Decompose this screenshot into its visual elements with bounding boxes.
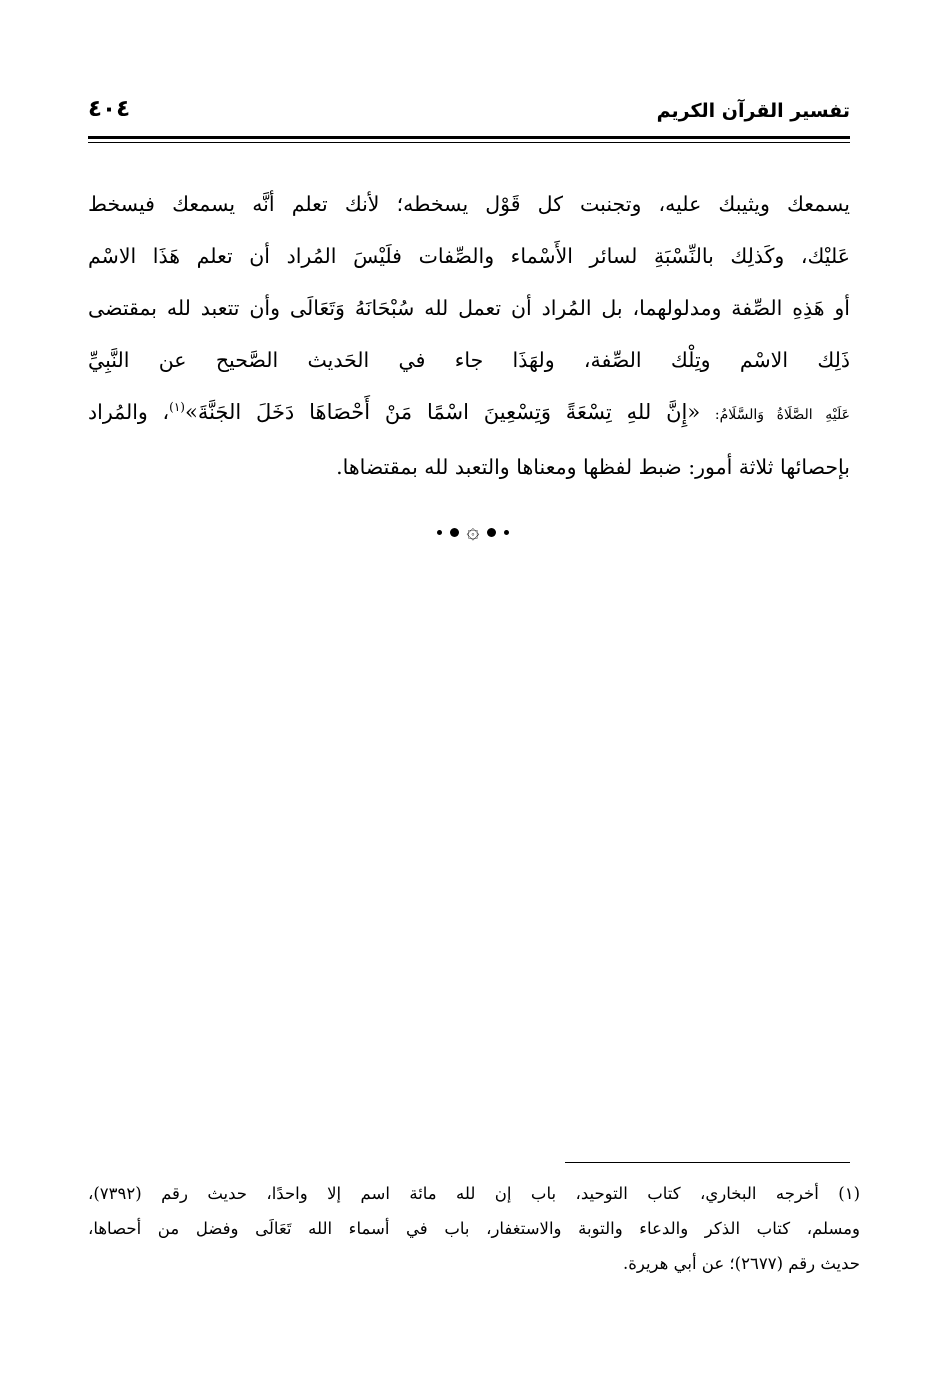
footnote-line: ومسلم، كتاب الذكر والدعاء والتوبة والاستغفار، باب في أسماء الله تَعَالَى وفضل من أحصاها، (88, 1219, 860, 1238)
ornament-dot (450, 528, 459, 537)
text-line: بإحصائها ثلاثة أمور: ضبط لفظها ومعناها والتعبد لله بمقتضاها. (336, 455, 850, 479)
text-line: عَليْك، وكَذلِك بالنِّسْبَةِ لسائر الأَسْماء والصِّفات فلَيْسَ المُراد أن تعلم هَذَا الاسْم (88, 244, 850, 268)
ornament-dot (487, 528, 496, 537)
hadith-quote: «إِنَّ للهِ تِسْعَةً وَتِسْعِينَ اسْمًا مَنْ أَحْصَاهَا دَخَلَ الجَنَّةَ» (184, 400, 701, 424)
footnote-separator (565, 1162, 850, 1163)
header-rule (88, 136, 850, 139)
flower-ornament-icon: ۞ (466, 519, 480, 544)
footnote-reference: (١) (169, 400, 185, 415)
honorific-phrase: عَلَيْهِ الصَّلَاةُ وَالسَّلَامُ: (714, 407, 850, 423)
ornament-dot (437, 530, 442, 535)
text-continuation: ، والمُراد (88, 400, 170, 424)
book-title: تفسير القرآن الكريم (656, 100, 850, 122)
footnotes (88, 1176, 860, 1281)
text-line: ذَلِك الاسْم وتِلْك الصِّفة، ولهَذَا جاء في الحَديث الصَّحيح عن النَّبِيِّ (88, 348, 850, 372)
page-number: ٤٠٤ (88, 96, 131, 122)
ornament-dot (504, 530, 509, 535)
footnote-line: (١) أخرجه البخاري، كتاب التوحيد، باب إن لله مائة اسم إلا واحدًا، حديث رقم (٧٣٩٢)، (88, 1184, 860, 1203)
section-ornament (418, 518, 528, 546)
text-line: أو هَذِهِ الصِّفة ومدلولهما، بل المُراد أن تعمل لله سُبْحَانَهُ وَتَعَالَى وأن تتعبد لله بمقتضى (88, 296, 850, 320)
header-rule-thin (88, 142, 850, 143)
text-line: يسمعك ويثيبك عليه، وتجنبت كل قَوْل يسخطه؛ لأنك تعلم أنَّه يسمعك فيسخط (88, 192, 850, 216)
footnote-line: حديث رقم (٢٦٧٧)؛ عن أبي هريرة. (622, 1254, 860, 1273)
main-text (88, 178, 850, 493)
page-header (88, 96, 850, 136)
text-line-hadith (88, 386, 850, 441)
